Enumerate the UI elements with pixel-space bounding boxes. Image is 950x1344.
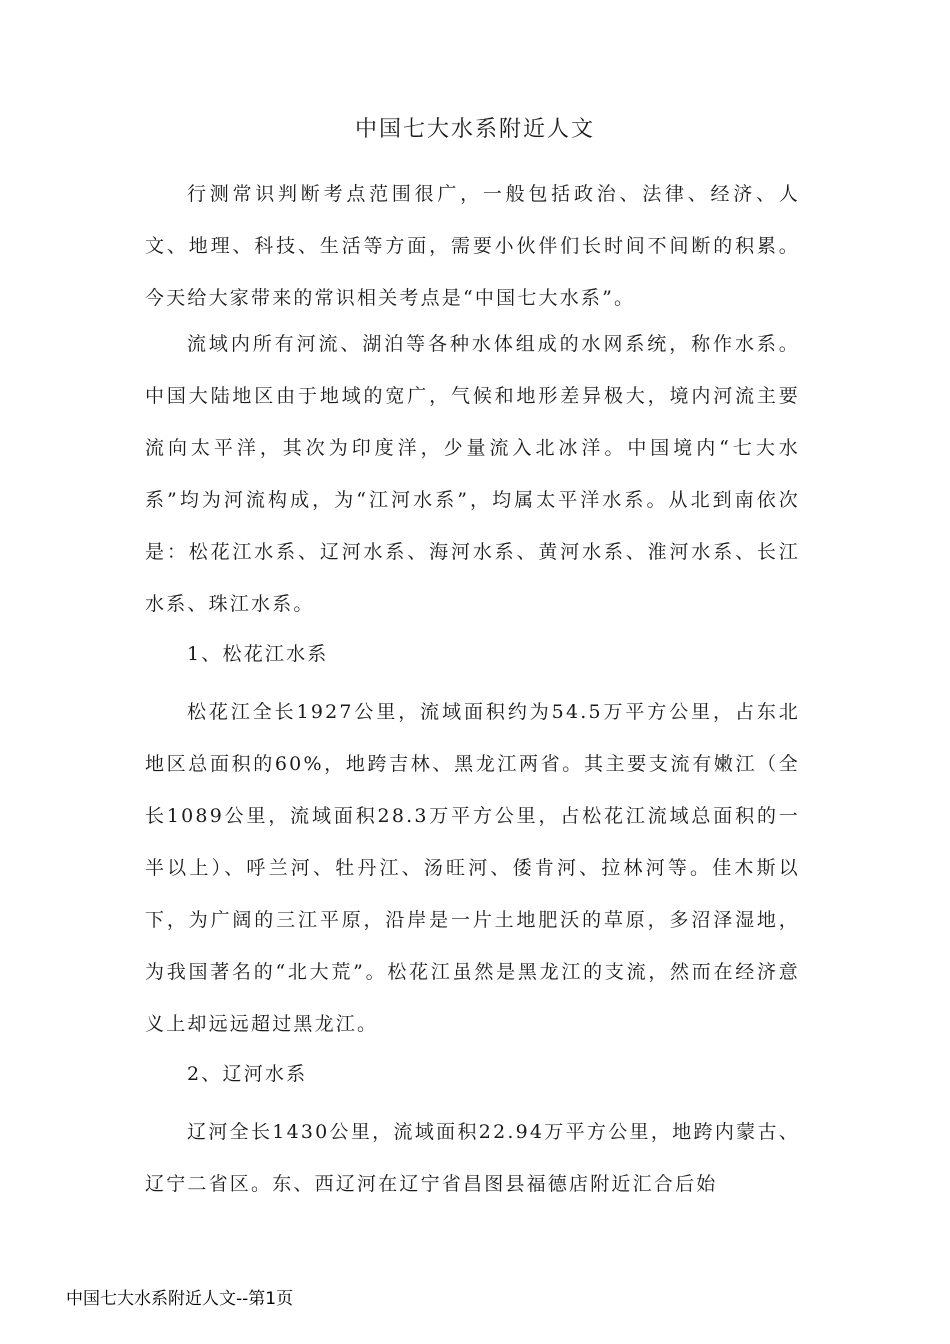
section-heading-liao: 2、辽河水系 — [187, 1063, 308, 1085]
section-heading-songhua: 1、松花江水系 — [187, 643, 329, 665]
intro-paragraph: 行测常识判断考点范围很广，一般包括政治、法律、经济、人文、地理、科技、生活等方面，需要小伙伴们长时间不间断的积累。今天给大家带来的常识相关考点是“中国七大水系”。 — [145, 183, 800, 309]
liao-paragraph: 辽河全长1430公里，流域面积22.94万平方公里，地跨内蒙古、辽宁二省区。东、西辽河在辽宁省昌图县福德店附近汇合后始 — [145, 1121, 800, 1195]
page-title: 中国七大水系附近人文 — [354, 117, 595, 142]
page-footer: 中国七大水系附近人文--第1页 — [66, 1289, 294, 1309]
songhua-paragraph: 松花江全长1927公里，流域面积约为54.5万平方公里，占东北地区总面积的60%，地跨吉林、黑龙江两省。其主要支流有嫩江（全长1089公里，流域面积28.3万平方公里，占松花江流域总面积的一半以上）、呼兰河、牡丹江、汤旺河、倭肯河、拉林河等。佳木斯以下，为广阔的三江平原，沿岸是一片土地肥沃的草原，多沼泽湿地，为我国著名的“北大荒”。松花江虽然是黑龙江的支流，然而在经济意义上却远远超过黑龙江。 — [145, 701, 800, 1035]
water-system-paragraph: 流域内所有河流、湖泊等各种水体组成的水网系统，称作水系。中国大陆地区由于地域的宽广，气候和地形差异极大，境内河流主要流向太平洋，其次为印度洋，少量流入北冰洋。中国境内“七大水系”均为河流构成，为“江河水系”，均属太平洋水系。从北到南依次是：松花江水系、辽河水系、海河水系、黄河水系、淮河水系、长江水系、珠江水系。 — [145, 333, 800, 615]
